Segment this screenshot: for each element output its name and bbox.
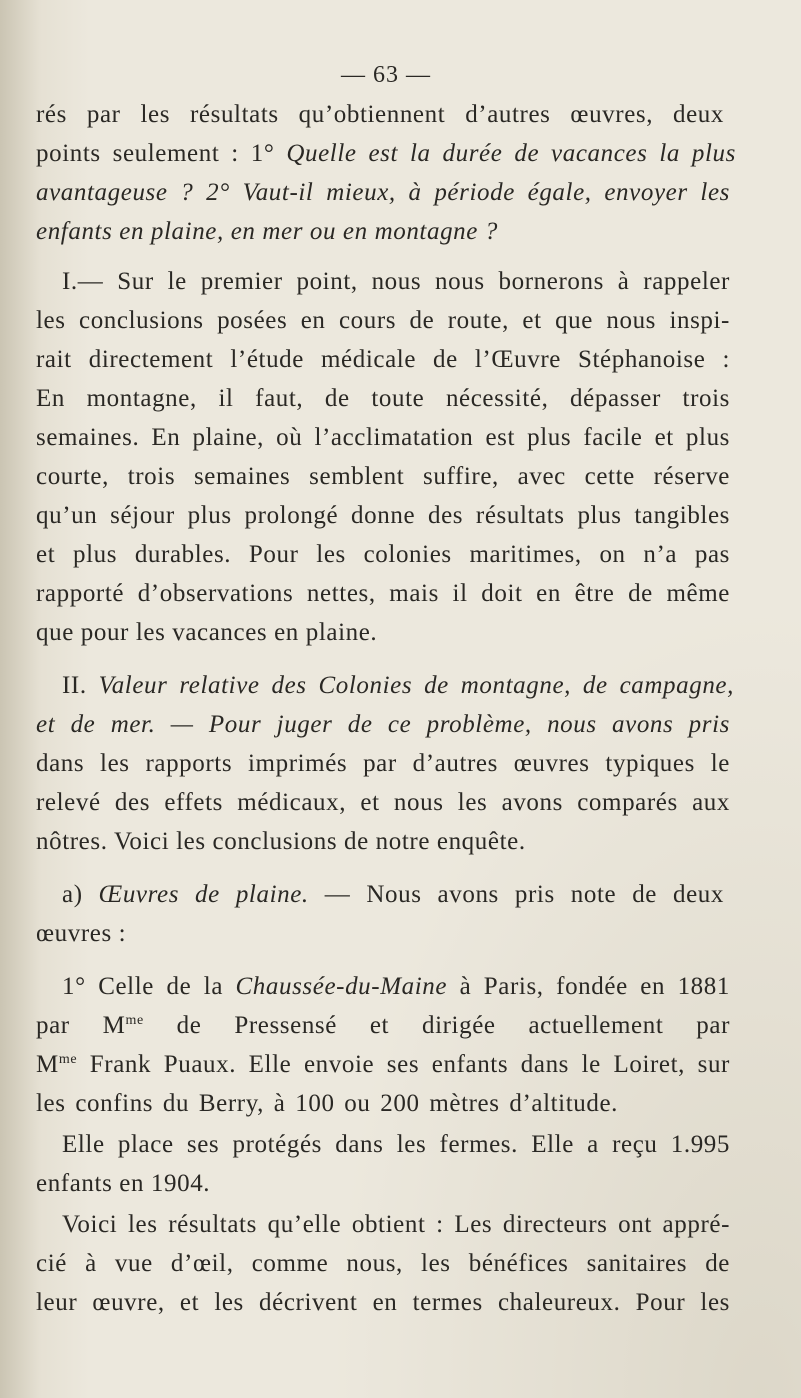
text-line: enfants en 1904.	[36, 1170, 211, 1197]
text-line: et de mer. — Pour juger de ce problème, nous avons pris	[36, 711, 730, 738]
text-line: Elle place ses protégés dans les fermes. Elle a reçu 1.995	[62, 1131, 730, 1158]
text-line: leur œuvre, et les décrivent en termes chaleureux. Pour les	[36, 1289, 730, 1316]
text-line: que pour les vacances en plaine.	[36, 619, 378, 646]
text-line: courte, trois semaines semblent suffire, avec cette réserve	[36, 463, 730, 490]
text-line: II. Valeur relative des Colonies de montagne, de campagne,	[62, 672, 734, 699]
text-line: a) Œuvres de plaine. — Nous avons pris note de deux	[62, 881, 724, 908]
text-line: En montagne, il faut, de toute nécessité, dépasser trois	[36, 385, 730, 412]
text-line: I.— Sur le premier point, nous nous bornerons à rappeler	[62, 268, 730, 295]
text-line: Voici les résultats qu’elle obtient : Les directeurs ont appré-	[62, 1211, 730, 1238]
text-line: $M^{me}$ Frank Puaux. Elle envoie ses enfants dans le Loiret, sur	[36, 1051, 730, 1078]
text-line: semaines. En plaine, où l’acclimatation est plus facile et plus	[36, 424, 730, 451]
text-line: et plus durables. Pour les colonies maritimes, on n’a pas	[36, 541, 730, 568]
text-line: relevé des effets médicaux, et nous les avons comparés aux	[36, 789, 730, 816]
text-line: rait directement l’étude médicale de l’Œuvre Stéphanoise :	[36, 346, 730, 373]
text-line: avantageuse ? 2° Vaut-il mieux, à période égale, envoyer les	[36, 179, 730, 206]
page-number: — 63 —	[341, 62, 431, 88]
text-line: 1° Celle de la Chaussée-du-Maine à Paris, fondée en 1881	[62, 973, 730, 1000]
text-line: les confins du Berry, à 100 ou 200 mètres d’altitude.	[36, 1090, 618, 1117]
text-line: qu’un séjour plus prolongé donne des résultats plus tangibles	[36, 502, 730, 529]
text-line: cié à vue d’œil, comme nous, les bénéfices sanitaires de	[36, 1250, 730, 1277]
text-line: les conclusions posées en cours de route, et que nous inspi-	[36, 307, 730, 334]
text-line: par $M^{me}$ de Pressensé et dirigée actuellement par	[36, 1012, 731, 1039]
text-line: nôtres. Voici les conclusions de notre enquête.	[36, 828, 526, 855]
text-line: rapporté d’observations nettes, mais il doit en être de même	[36, 580, 730, 607]
text-line: rés par les résultats qu’obtiennent d’autres œuvres, deux	[36, 101, 724, 128]
text-line: dans les rapports imprimés par d’autres œuvres typiques le	[36, 750, 730, 777]
text-line: enfants en plaine, en mer ou en montagne ?	[36, 218, 498, 245]
text-line: œuvres :	[36, 920, 127, 947]
text-line: points seulement : 1° Quelle est la durée de vacances la plus	[36, 140, 736, 167]
